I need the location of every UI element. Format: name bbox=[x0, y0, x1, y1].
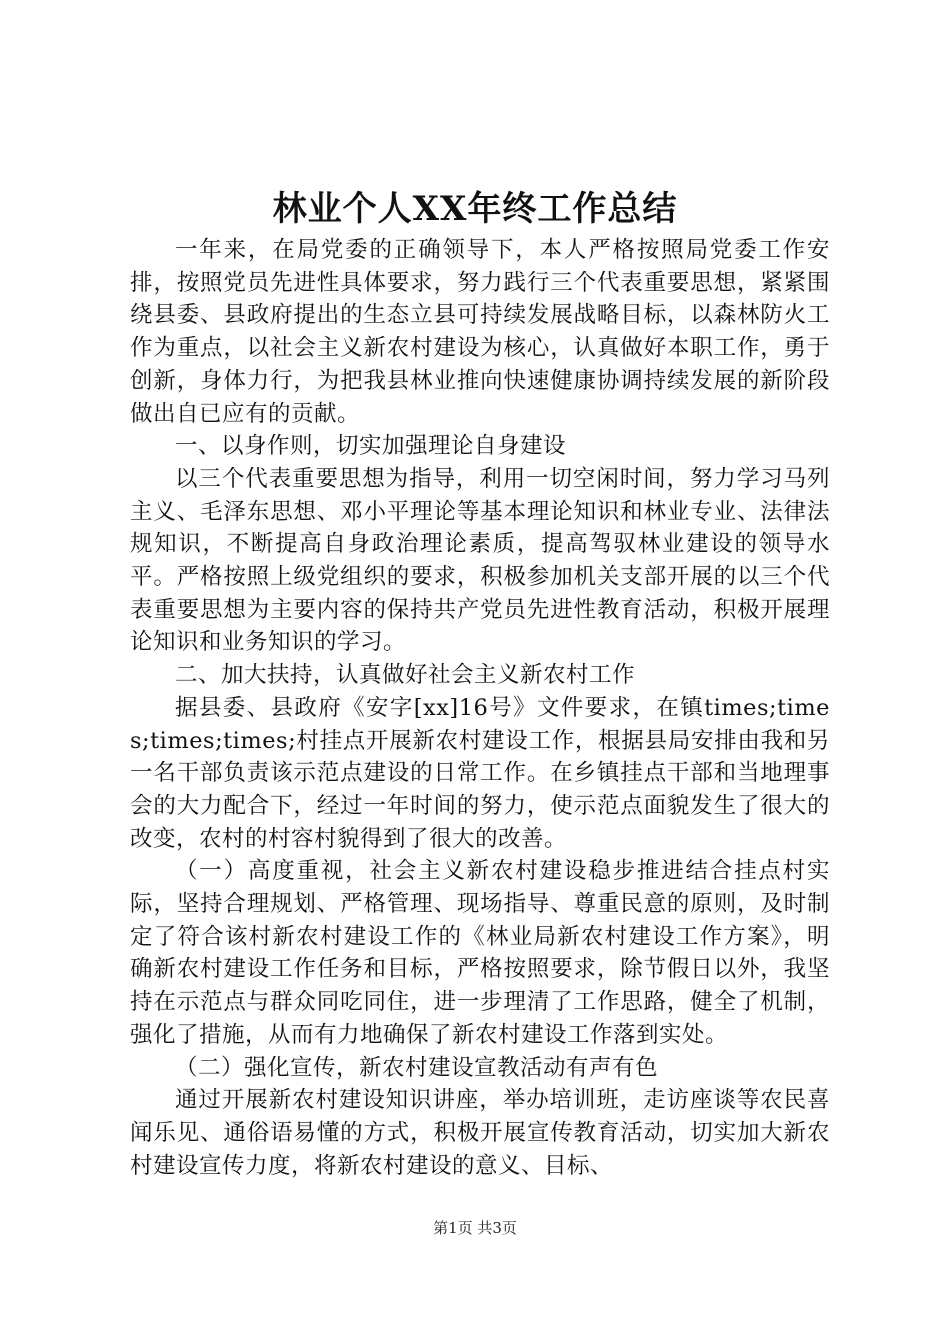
section-2-paragraph: 据县委、县政府《安字[xx]16号》文件要求，在镇times;times;times;times;村挂点开展新农村建设工作，根据县局安排由我和另一名干部负责该示范点建设的日常工作。在乡镇挂点干部和当地理事会的大力配合下，经过一年时间的努力，使示范点面貌发生了很大的改变，农村的村容村貌得到了很大的改善。 bbox=[130, 694, 830, 852]
intro-paragraph: 一年来，在局党委的正确领导下，本人严格按照局党委工作安排，按照党员先进性具体要求，努力践行三个代表重要思想，紧紧围绕县委、县政府提出的生态立县可持续发展战略目标，以森林防火工作为重点，以社会主义新农村建设为核心，认真做好本职工作，勇于创新，身体力行，为把我县林业推向快速健康协调持续发展的新阶段做出自已应有的贡献。 bbox=[130, 237, 830, 427]
document-body bbox=[130, 234, 830, 1182]
section-heading-1: 一、以身作则，切实加强理论自身建设 bbox=[175, 433, 567, 460]
document-title: 林业个人XX年终工作总结 bbox=[272, 189, 678, 229]
section-1-paragraph: 以三个代表重要思想为指导，利用一切空闲时间，努力学习马列主义、毛泽东思想、邓小平理论等基本理论知识和林业专业、法律法规知识，不断提高自身政治理论素质，提高驾驭林业建设的领导水平。严格按照上级党组织的要求，积极参加机关支部开展的以三个代表重要思想为主要内容的保持共产党员先进性教育活动，积极开展理论知识和业务知识的学习。 bbox=[130, 465, 830, 656]
page-number-footer: 第1页 共3页 bbox=[433, 1219, 517, 1237]
subsection-1-paragraph: （一）高度重视，社会主义新农村建设稳步推进结合挂点村实际，坚持合理规划、严格管理、现场指导、尊重民意的原则，及时制定了符合该村新农村建设工作的《林业局新农村建设工作方案》，明确新农村建设工作任务和目标，严格按照要求，除节假日以外，我坚持在示范点与群众同吃同住，进一步理清了工作思路，健全了机制，强化了措施，从而有力地确保了新农村建设工作落到实处。 bbox=[130, 858, 830, 1048]
subsection-heading-2: （二）强化宣传，新农村建设宣教活动有声有色 bbox=[175, 1054, 659, 1081]
subsection-2-paragraph: 通过开展新农村建设知识讲座，举办培训班，走访座谈等农民喜闻乐见、通俗语易懂的方式，积极开展宣传教育活动，切实加大新农村建设宣传力度，将新农村建设的意义、目标、 bbox=[130, 1087, 830, 1179]
section-heading-2: 二、加大扶持，认真做好社会主义新农村工作 bbox=[175, 662, 636, 689]
